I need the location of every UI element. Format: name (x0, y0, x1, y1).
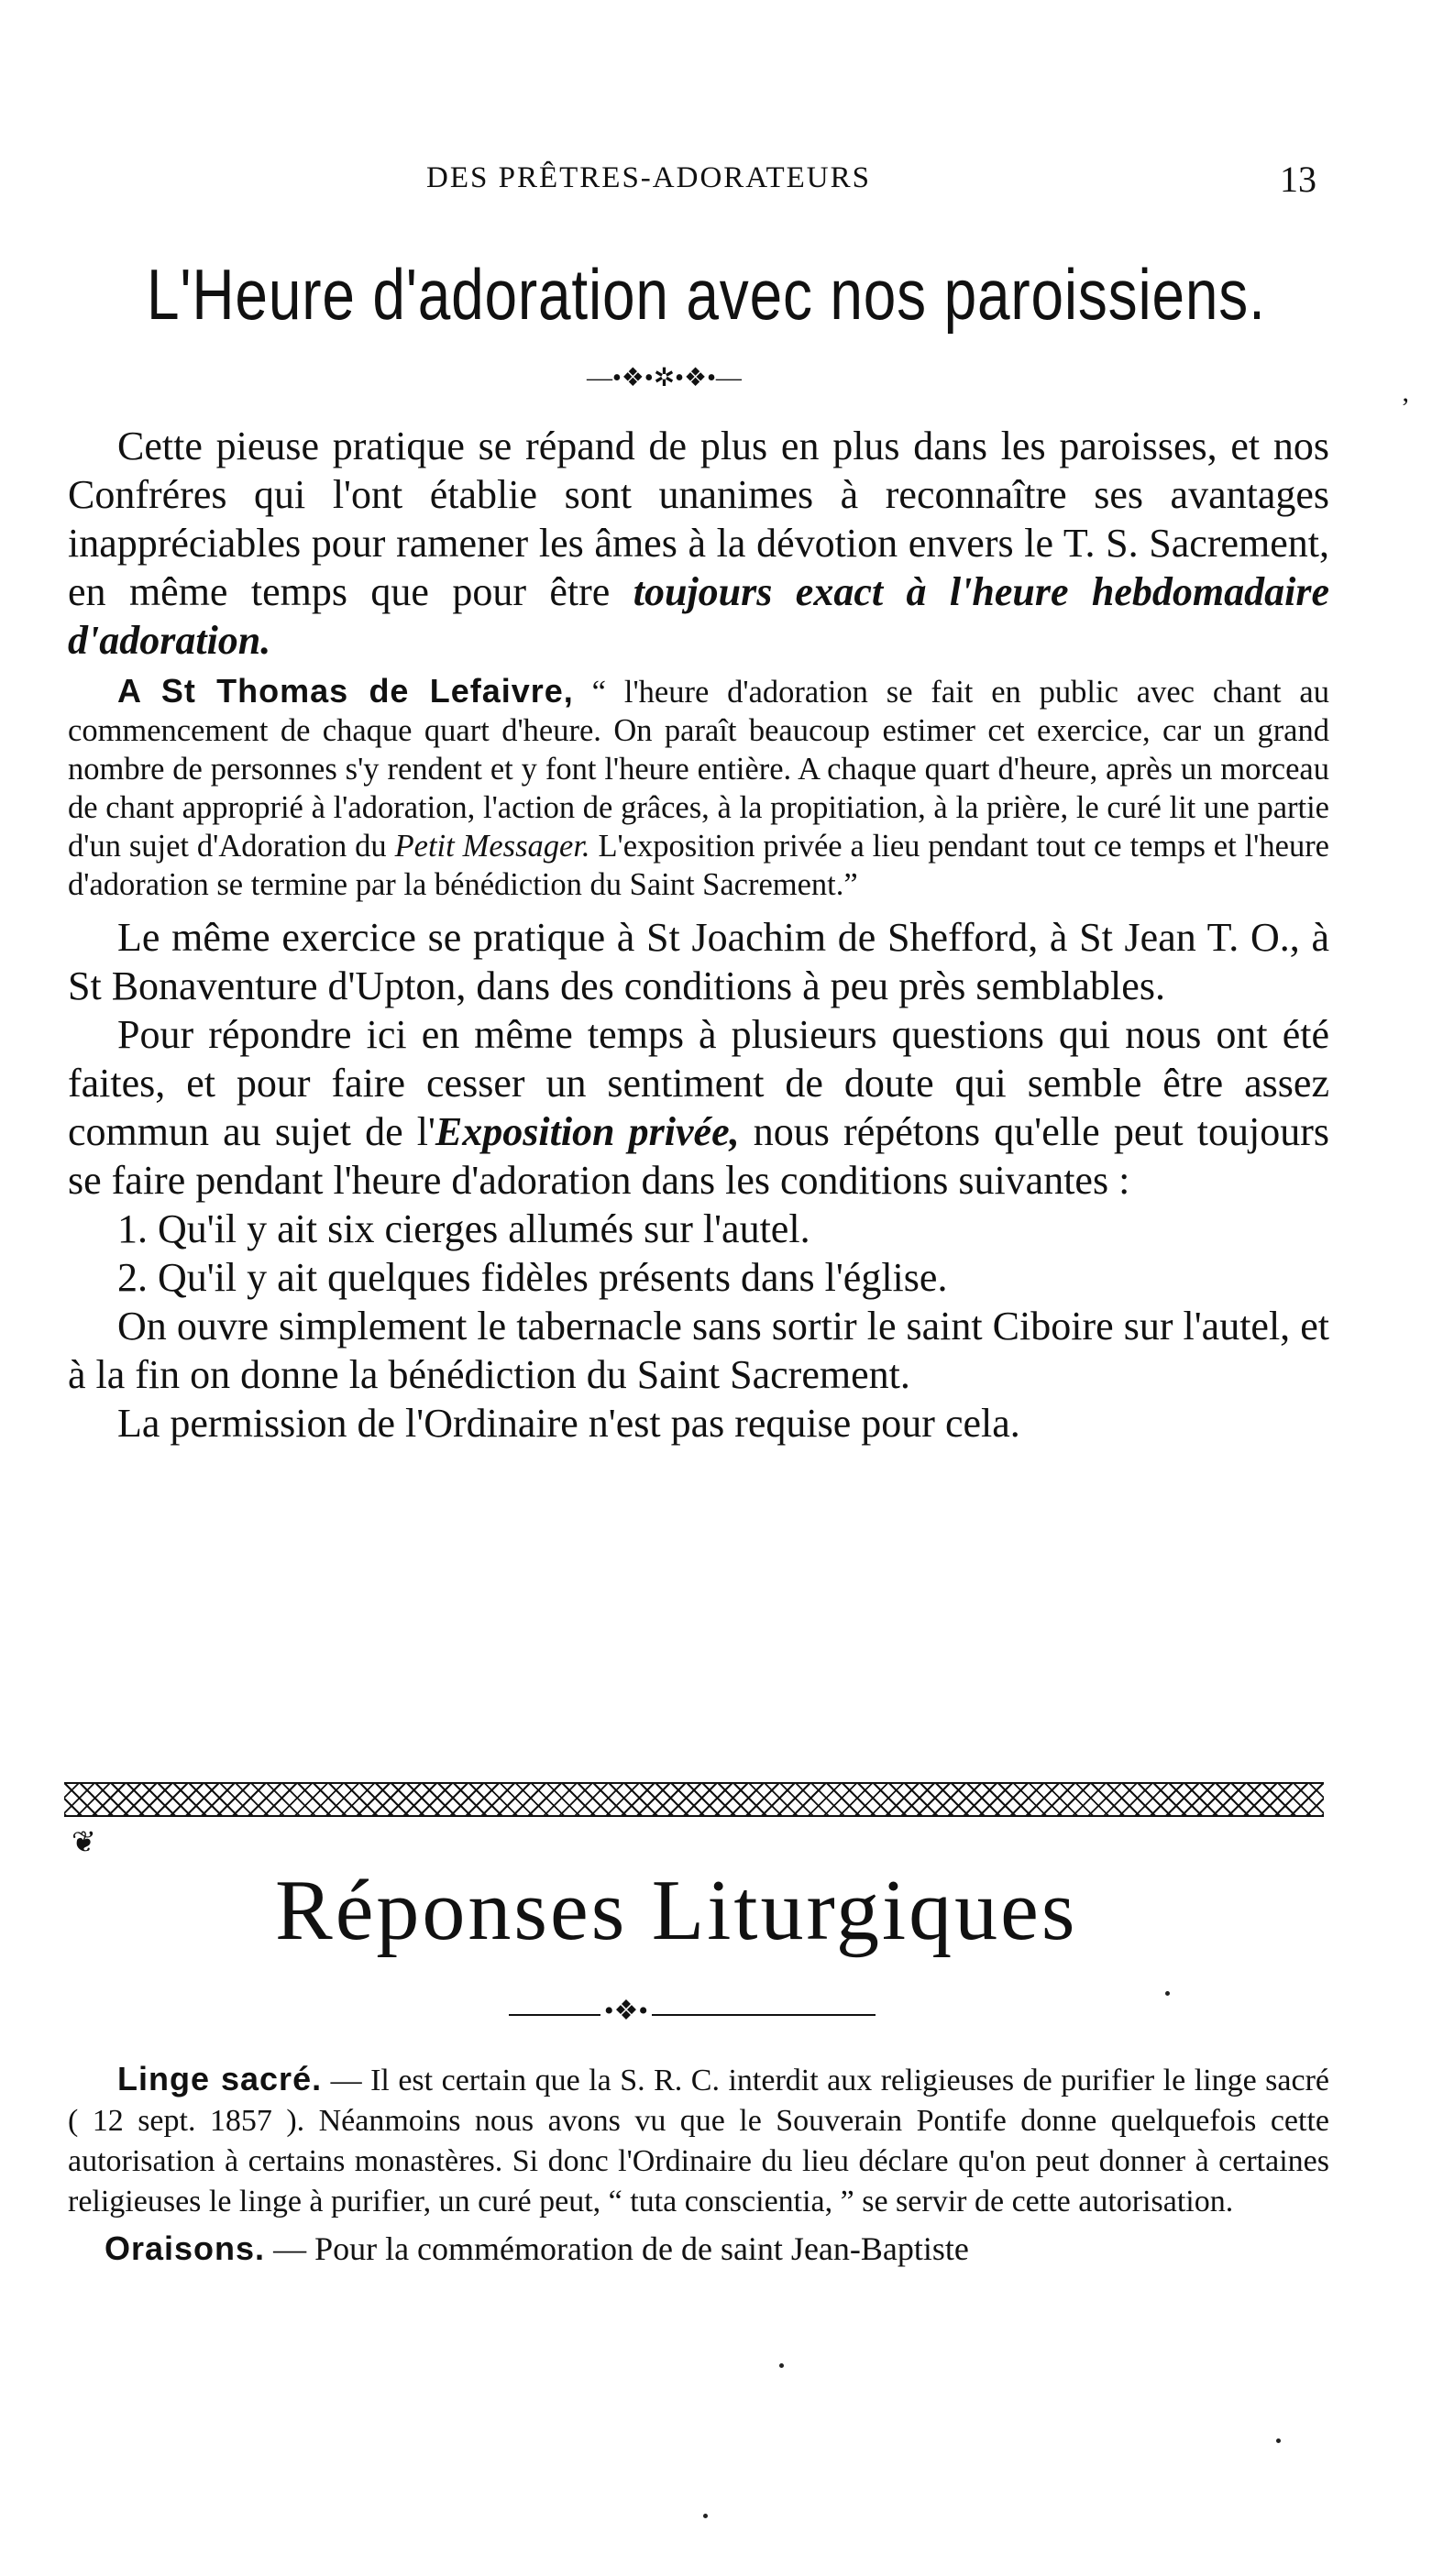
paragraph-quote (68, 672, 1329, 904)
paragraph-intro-emphasis: toujours exact à l'heure hebdomadaire d'adoration. (68, 569, 1329, 663)
paragraph-permission: La permission de l'Ordinaire n'est pas requise pour cela. (117, 1401, 1020, 1446)
speck (703, 2514, 708, 2518)
speck (779, 2363, 784, 2368)
answer-linge-text: — Il est certain que la S. R. C. interdit aux religieuses de purifier le linge sacré ( 12 sept. 1857 ). Néanmoins nous avons vu que le Souverain Pontife donne quelquefois cette autorisation à certains monastères. Si donc l'Ordinaire du lieu déclare qu'on peut donner à certaines religieuses le linge à purifier, un curé peut, “ tuta conscientia, ” se servir de cette autorisation. (68, 2064, 1329, 2218)
running-head (0, 161, 1454, 207)
section-title: L'Heure d'adoration avec nos paroissiens. (147, 254, 1266, 335)
stray-mark: ’ (1401, 392, 1410, 423)
exposition-text-a: Pour répondre ici en même temps à plusieurs questions qui nous ont été faites, et pour faire cesser un sentiment de doute qui semble être assez commun au sujet de l' (68, 1012, 1329, 1154)
title-ornament-rule (509, 2004, 876, 2026)
paragraph-intro (68, 422, 1329, 665)
page-number: 13 (1280, 159, 1316, 200)
paragraph-exposition (68, 1010, 1329, 1205)
answer-oraisons (68, 2228, 1329, 2270)
speck (1276, 2438, 1281, 2443)
answer-linge (68, 2059, 1329, 2222)
title-ornament-center: •❖• (600, 1995, 652, 2027)
quote-text-a: “ l'heure d'adoration se fait en public avec chant au commencement de chaque quart d'heure. On paraît beaucoup estimer cet exercice, car un grand nombre de personnes s'y rendent et y font l'heure entière. A chaque quart d'heure, après un morceau de chant approprié à l'adoration, l'action de grâces, à la propitiation, à la prière, le curé lit une partie d'un sujet d'Adoration du (68, 675, 1329, 864)
paragraph-tabernacle: On ouvre simplement le tabernacle sans sortir le saint Ciboire sur l'autel, et à la fin on donne la bénédiction du Saint Sacrement. (68, 1304, 1329, 1397)
speck (1165, 1991, 1170, 1996)
section-title-liturgiques: Réponses Liturgiques (275, 1863, 1078, 1958)
answer-oraisons-text: — Pour la commémoration de de saint Jean-Baptiste (265, 2230, 969, 2267)
answer-linge-lead: Linge sacré. (117, 2060, 323, 2097)
article-body (68, 422, 1329, 1448)
paragraph-other-parishes: Le même exercice se pratique à St Joachim de Shefford, à St Jean T. O., à St Bonaventure d'Upton, dans des conditions à peu près semblables. (68, 915, 1329, 1008)
quote-text-b: L'exposition privée a lieu pendant tout ce temps et l'heure d'adoration se termine par la bénédiction du Saint Sacrement.” (68, 829, 1329, 902)
decorative-border (64, 1782, 1324, 1817)
parish-name: A St Thomas de Lefaivre, (117, 672, 574, 710)
exposition-italic: Exposition privée, (435, 1109, 740, 1154)
condition-item-1: 1. Qu'il y ait six cierges allumés sur l'autel. (117, 1206, 810, 1251)
paragraph-intro-text: Cette pieuse pratique se répand de plus en plus dans les paroisses, et nos Confréres qui l'ont établie sont unanimes à reconnaître ses avantages inappréciables pour ramener les âmes à la dévotion envers le T. S. Sacrement, en même temps que pour être (68, 424, 1329, 614)
answer-oraisons-lead: Oraisons. (105, 2229, 266, 2267)
running-title: DES PRÊTRES-ADORATEURS (426, 161, 871, 194)
title-ornament: —•❖•✲•❖•— (587, 364, 742, 392)
fleuron-icon: ❦ (72, 1825, 96, 1858)
liturgy-body (68, 2050, 1329, 2270)
quote-italic: Petit Messager. (394, 829, 590, 864)
exposition-text-b: nous répétons qu'elle peut toujours se faire pendant l'heure d'adoration dans les conditions suivantes : (68, 1109, 1329, 1203)
condition-item-2: 2. Qu'il y ait quelques fidèles présents dans l'église. (117, 1255, 948, 1300)
